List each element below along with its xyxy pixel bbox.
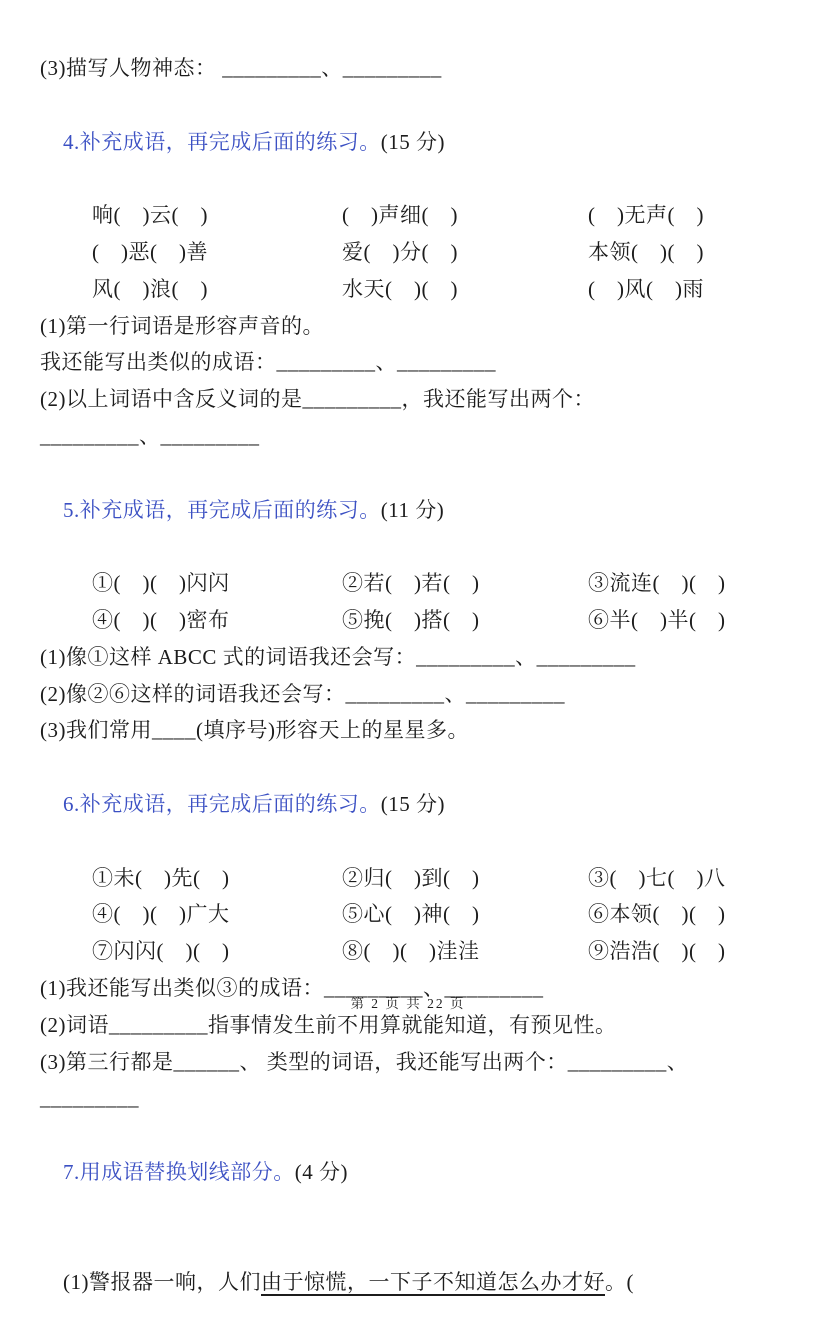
idiom-cell: 风( )浪( ) xyxy=(92,276,208,301)
section6-question-2: (2)词语_________指事情发生前不用算就能知道，有预见性。 xyxy=(40,1012,617,1037)
section5-question-1: (1)像①这样 ABCC 式的词语我还会写：_________、_________ xyxy=(40,644,636,669)
section4-question-1: (1)第一行词语是形容声音的。 xyxy=(40,313,324,338)
section5-question-3: (3)我们常用____(填序号)形容天上的星星多。 xyxy=(40,718,469,743)
idiom-cell: ⑥半( )半( ) xyxy=(588,607,726,632)
idiom-cell: ②若( )若( ) xyxy=(342,571,480,596)
section6-idiom-row-1 xyxy=(40,860,776,897)
section5-idiom-row-1 xyxy=(40,565,776,602)
section5-question-2: (2)像②⑥这样的词语我还会写：_________、_________ xyxy=(40,681,565,706)
idiom-cell: ⑨浩浩( )( ) xyxy=(588,939,726,964)
section6-score: (15 分) xyxy=(380,791,445,816)
section7-item-1-suffix: 。( xyxy=(605,1270,634,1295)
section4-score: (15 分) xyxy=(380,129,445,154)
idiom-cell: ③( )七( )八 xyxy=(588,865,726,890)
idiom-cell: ( )无声( ) xyxy=(588,203,704,228)
idiom-cell: ⑧( )( )洼洼 xyxy=(342,939,480,964)
idiom-cell: ⑦闪闪( )( ) xyxy=(92,939,230,964)
idiom-cell: ⑥本领( )( ) xyxy=(588,902,726,927)
idiom-cell: 爱( )分( ) xyxy=(342,239,458,264)
idiom-cell: ④( )( )广大 xyxy=(92,902,230,927)
idiom-cell: 响( )云( ) xyxy=(92,203,208,228)
idiom-cell: ( )声细( ) xyxy=(342,203,458,228)
section6-question-1: (1)我还能写出类似③的成语：_________、_________ xyxy=(40,975,544,1000)
idiom-cell: ⑤心( )神( ) xyxy=(342,902,480,927)
idiom-cell: ④( )( )密布 xyxy=(92,607,230,632)
section7-item-1 xyxy=(40,1228,776,1338)
section4-title: 4.补充成语，再完成后面的练习。 xyxy=(63,129,381,154)
page-number-footer: 第 2 页 共 22 页 xyxy=(350,996,466,1011)
section7-item-1-underlined-phrase: 由于惊慌，一下子不知道怎么办才好 xyxy=(261,1270,605,1295)
idiom-cell: 水天( )( ) xyxy=(342,276,458,301)
question-line-3-previous: (3)描写人物神态： _________、_________ xyxy=(40,56,442,80)
section7-score: (4 分) xyxy=(294,1159,348,1184)
section6-idiom-row-2 xyxy=(40,896,776,933)
section5-title: 5.补充成语，再完成后面的练习。 xyxy=(63,497,381,522)
section4-heading xyxy=(40,87,776,197)
section5-score: (11 分) xyxy=(380,497,445,522)
idiom-cell: 本领( )( ) xyxy=(588,239,704,264)
section7-heading xyxy=(40,1117,776,1227)
section5-idiom-row-2 xyxy=(40,602,776,639)
section6-heading xyxy=(40,749,776,859)
section7-title: 7.用成语替换划线部分。 xyxy=(63,1159,295,1184)
section4-question-1-blanks: 我还能写出类似的成语：_________、_________ xyxy=(40,350,496,375)
idiom-cell: ⑤挽( )搭( ) xyxy=(342,607,480,632)
section7-item-1-prefix: (1)警报器一响，人们 xyxy=(63,1270,261,1295)
section6-title: 6.补充成语，再完成后面的练习。 xyxy=(63,791,381,816)
idiom-cell: ①( )( )闪闪 xyxy=(92,571,230,596)
section4-question-2-blanks: _________、_________ xyxy=(40,423,260,448)
idiom-cell: ③流连( )( ) xyxy=(588,571,726,596)
idiom-cell: ②归( )到( ) xyxy=(342,865,480,890)
idiom-cell: ( )风( )雨 xyxy=(588,276,704,301)
idiom-cell: ①未( )先( ) xyxy=(92,865,230,890)
section4-idiom-row-3 xyxy=(40,271,776,308)
section4-idiom-row-1 xyxy=(40,197,776,234)
section5-heading xyxy=(40,455,776,565)
section6-question-3-blank: _________ xyxy=(40,1086,139,1111)
section4-idiom-row-2 xyxy=(40,234,776,271)
section4-question-2: (2)以上词语中含反义词的是_________，我还能写出两个： xyxy=(40,387,595,412)
section6-idiom-row-3 xyxy=(40,933,776,970)
idiom-cell: ( )恶( )善 xyxy=(92,239,208,264)
section6-question-3: (3)第三行都是______、 类型的词语，我还能写出两个：_________、 xyxy=(40,1049,689,1074)
